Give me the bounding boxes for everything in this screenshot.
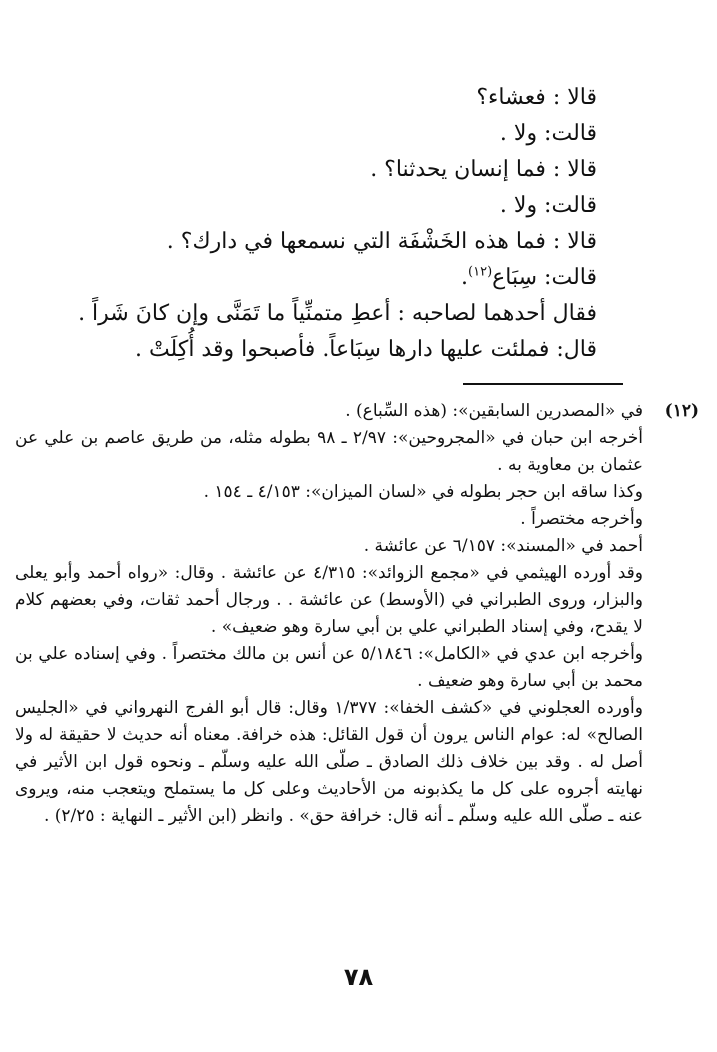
footnote [15, 398, 699, 830]
dialogue-text-end: . [461, 265, 469, 290]
dialogue-line: فقال أحدهما لصاحبه : أعطِ متمنِّياً ما تَمَنَّى وإن كانَ شَراً . [78, 301, 597, 326]
main-text [77, 80, 597, 368]
dialogue-line: قالت: ولا . [499, 121, 597, 146]
footnote-paragraph: وأخرجه ابن عدي في «الكامل»: ٥/١٨٤٦ عن أنس بن مالك مختصراً . وفي إسناده علي بن محمد بن أبي سارة وهو ضعيف . [15, 644, 643, 691]
footnote-number: (١٢) [664, 401, 699, 421]
footnote-paragraph: أخرجه ابن حبان في «المجروحين»: ٢/٩٧ ـ ٩٨ بطوله مثله، من طريق عاصم بن علي عن عثمان بن معاوية به . [15, 428, 643, 475]
footnote-paragraph: وأخرجه مختصراً . [520, 509, 643, 529]
page-number: ٧٨ [343, 963, 374, 991]
dialogue-line [77, 260, 597, 296]
footnote-paragraph: وقد أورده الهيثمي في «مجمع الزوائد»: ٤/٣١٥ عن عائشة . وقال: «رواه أحمد وأبو يعلى والبزار، وروى الطبراني في (الأوسط) عن عائشة . . ورجال أحمد ثقات، وفي بعضهم كلام لا يقدح، وفي إسناد الطبراني علي بن أبي سارة وهو ضعيف» . [15, 563, 643, 637]
footnote-reference[interactable]: (١٢) [468, 264, 493, 280]
footnote-paragraph: أحمد في «المسند»: ٦/١٥٧ عن عائشة . [363, 536, 643, 556]
footnotes-section [15, 398, 699, 830]
dialogue-line: قالا : فعشاء؟ [476, 85, 597, 110]
dialogue-text: قالت: سِبَاع [492, 265, 597, 290]
footnote-paragraph: وكذا ساقه ابن حجر بطوله في «لسان الميزان»: ٤/١٥٣ ـ ١٥٤ . [203, 482, 643, 502]
dialogue-line: قالا : فما إنسان يحدثنا؟ . [370, 157, 597, 182]
dialogue-line: قالت: ولا . [499, 193, 597, 218]
footnote-paragraph: في «المصدرين السابقين»: (هذه السِّباع) . [345, 401, 643, 421]
dialogue-line: قال: فملئت عليها دارها سِبَاعاً. فأصبحوا وقد أُكِلَتْ . [134, 337, 597, 362]
footnote-divider [463, 383, 623, 385]
footnote-paragraph: وأورده العجلوني في «كشف الخفا»: ١/٣٧٧ وقال: قال أبو الفرج النهرواني في «الجليس الصالح» له: عوام الناس يرون أن قول القائل: هذه خرافة. معناه أنه حديث لا حقيقة له ولا أصل له . وقد بين خلاف ذلك الصادق ـ صلّى الله عليه وسلّم ـ ونحوه قول ابن الأثير في نهايته أجروه على كل ما يكذبونه من الأحاديث وعلى كل ما يستملح ويتعجب منه، ويروى عنه ـ صلّى الله عليه وسلّم ـ أنه قال: خرافة حق» . وانظر (ابن الأثير ـ النهاية : ٢/٢٥) . [15, 698, 643, 826]
dialogue-line: قالا : فما هذه الخَشْفَة التي نسمعها في دارك؟ . [166, 229, 597, 254]
